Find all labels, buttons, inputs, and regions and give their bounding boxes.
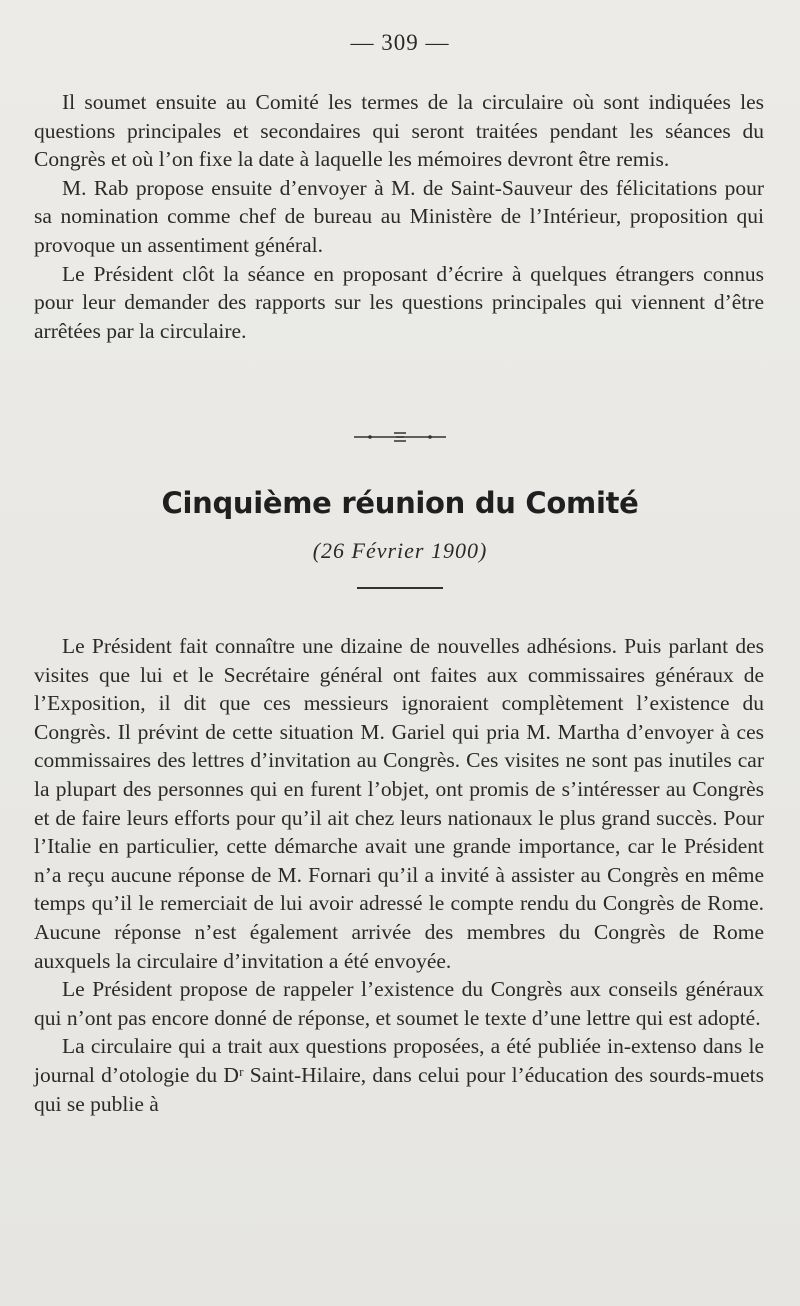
paragraph: Le Président clôt la séance en proposant d’écrire à quelques étrangers connus pour leur demander des rapports sur les questions principales qui viennent d’être arrêtées par la circulaire. [34, 261, 764, 343]
section-date: (26 Février 1900) [312, 538, 488, 563]
paragraph: Il soumet ensuite au Comité les termes de la circulaire où sont indiquées les questions principales et secondaires qui seront traitées pendant les séances du Congrès et où l’on fixe la date à laquelle les mémoires devront être remis. [34, 90, 764, 172]
paragraph: Le Président propose de rappeler l’existence du Congrès aux conseils généraux qui n’ont pas encore donné de réponse, et soumet le texte d’une lettre qui est adopté. [34, 977, 764, 1030]
page-number: — 309 — [350, 30, 450, 55]
paragraph: M. Rab propose ensuite d’envoyer à M. de Saint-Sauveur des félicitations pour sa nomination comme chef de bureau au Ministère de l’Intérieur, proposition qui provoque un assentiment général. [34, 175, 764, 257]
section-divider [357, 587, 443, 589]
paragraph: La circulaire qui a trait aux questions proposées, a été publiée in-extenso dans le journal d’otologie du Dʳ Saint-Hilaire, dans celui pour l’éducation des sourds-muets qui se publie à [34, 1034, 764, 1116]
body-text-block-2 [34, 632, 764, 1118]
paragraph: Le Président fait connaître une dizaine de nouvelles adhésions. Puis parlant des visites que lui et le Secrétaire général ont faites aux commissaires généraux de l’Exposition, il dit que ces messieurs ignoraient complètement l’existence du Congrès. Il prévint de cette situation M. Gariel qui pria M. Martha d’envoyer à ces commissaires des lettres d’invitation au Congrès. Ces visites ne sont pas inutiles car la plupart des personnes qui en furent l’objet, ont promis de s’intéresser au Congrès et de faire leurs efforts pour qu’il ait chez leurs nationaux le plus grand succès. Pour l’Italie en particulier, cette démarche avait une grande importance, car le Président n’a reçu aucune réponse de M. Fornari qu’il a invité à assister au Congrès en même temps qu’il le remerciait de lui avoir adressé le compte rendu du Congrès de Rome. Aucune réponse n’est également arrivée des membres du Congrès de Rome auxquels la circulaire d’invitation a été envoyée. [34, 634, 764, 973]
body-text-block-1 [34, 88, 764, 345]
section-ornament [350, 426, 450, 446]
section-title: Cinquième réunion du Comité [161, 486, 639, 520]
